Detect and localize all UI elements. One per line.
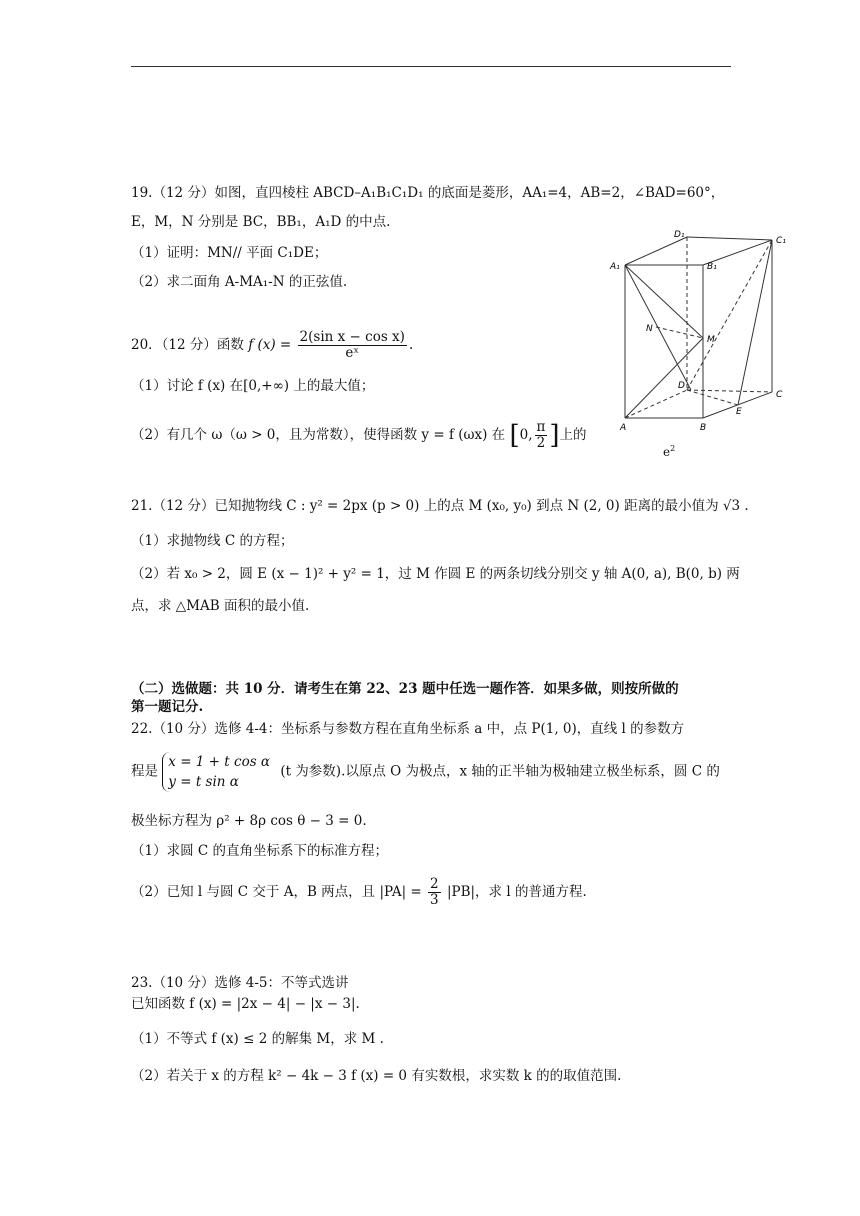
segment-am xyxy=(625,338,703,418)
q20-part2-b: 上的 xyxy=(559,427,587,443)
segment-dc1-hidden xyxy=(687,240,772,390)
q20-clipped-text xyxy=(663,440,675,461)
q20-fraction xyxy=(298,330,407,361)
segment-ec1 xyxy=(738,240,772,405)
q20-interval-num: π xyxy=(536,420,546,435)
q22-part2-fraction xyxy=(428,877,441,908)
edge-d1c1 xyxy=(687,237,772,240)
q22-eq2: y = t sin α xyxy=(168,774,239,790)
label-d: D xyxy=(678,381,685,391)
q20-f-end: . xyxy=(408,337,414,353)
q23-part1: （1）不等式 f (x) ≤ 2 的解集 M，求 M . xyxy=(131,1031,384,1047)
interval-close-bracket: ] xyxy=(549,420,560,451)
q20-part1: （1）讨论 f (x) 在[0,+∞) 上的最大值； xyxy=(131,378,375,394)
q20-interval-left: 0, xyxy=(519,427,533,443)
label-d1: D₁ xyxy=(674,230,685,240)
label-e: E xyxy=(736,407,742,417)
q22-line3: 极坐标方程为 ρ² + 8ρ cos θ − 3 = 0. xyxy=(131,813,367,829)
q22-part2-b: |PB|，求 l 的普通方程. xyxy=(446,884,587,900)
interval-open-bracket: [ xyxy=(509,420,520,451)
label-b: B xyxy=(700,423,707,433)
q22-part1: （1）求圆 C 的直角坐标系下的标准方程； xyxy=(131,843,389,859)
segment-a1m xyxy=(625,265,703,338)
q20-clip-text: e xyxy=(663,445,671,459)
header-rule xyxy=(131,66,731,67)
q21-part2: （2）若 x₀ > 2，圆 E (x − 1)² + y² = 1，过 M 作圆 E 的两条切线分别交 y 轴 A(0, a), B(0, b) 两 xyxy=(131,566,740,582)
q19-part1: （1）证明：MN// 平面 C₁DE； xyxy=(131,245,328,261)
q22-line2 xyxy=(131,752,720,792)
q22-line2-tail: (t 为参数).以原点 O 为极点，x 轴的正半轴为极轴建立极坐标系，圆 C 的 xyxy=(280,763,720,780)
q22-eq1: x = 1 + t cos α xyxy=(168,754,271,770)
q20-part2 xyxy=(131,420,597,451)
q20-lead: 20．（12 分）函数 xyxy=(131,337,244,353)
label-n: N xyxy=(646,324,653,334)
q20-clip-exp: 2 xyxy=(670,444,676,453)
q22-part2-num: 2 xyxy=(430,876,439,892)
q20-part2-a: （2）有几个 ω（ω > 0，且为常数），使得函数 y = f (ωx) 在 xyxy=(131,427,506,443)
q22-param-system xyxy=(162,752,276,792)
q23-line2: 已知函数 f (x) = |2x − 4| − |x − 3|. xyxy=(131,996,360,1012)
section-heading-line2: 第一题记分. xyxy=(131,699,204,715)
q20-interval-den: 2 xyxy=(536,435,546,451)
q20-f-den: eˣ xyxy=(345,345,360,361)
q20-f-lhs: f (x) = xyxy=(248,337,292,353)
q20-f-num: 2(sin x − cos x) xyxy=(299,329,405,345)
label-b1: B₁ xyxy=(707,262,717,272)
edge-dc-hidden xyxy=(687,390,772,392)
section-heading-line1: （二）选做题：共 10 分．请考生在第 22、23 题中任选一题作答．如果多做，则按所做的 xyxy=(131,681,679,697)
q19-part2: （2）求二面角 A-MA₁-N 的正弦值. xyxy=(131,274,348,290)
q19-line1: 19.（12 分）如图，直四棱柱 ABCD–A₁B₁C₁D₁ 的底面是菱形，AA₁=4，AB=2，∠BAD=60°， xyxy=(131,185,725,201)
q21-part2-cont: 点，求 △MAB 面积的最小值. xyxy=(131,598,310,614)
label-a: A xyxy=(620,423,627,433)
q22-part2-a: （2）已知 l 与圆 C 交于 A，B 两点，且 |PA| = xyxy=(131,884,422,900)
q21-part1: （1）求抛物线 C 的方程； xyxy=(131,533,294,549)
segment-de-hidden xyxy=(687,390,738,405)
label-a1: A₁ xyxy=(610,262,620,272)
q20-line1 xyxy=(131,330,413,361)
prism-figure xyxy=(590,225,800,435)
label-m: M xyxy=(707,335,715,345)
q20-interval-fraction xyxy=(535,420,548,451)
q22-line1: 22.（10 分）选修 4-4：坐标系与参数方程在直角坐标系 a 中，点 P(1, 0)，直线 l 的参数方 xyxy=(131,721,685,737)
label-c: C xyxy=(776,390,783,400)
q19-line2: E，M，N 分别是 BC，BB₁，A₁D 的中点. xyxy=(131,214,391,230)
q22-line2-lead: 程是 xyxy=(131,763,158,780)
edge-a1d1 xyxy=(625,237,687,265)
edge-ad-hidden xyxy=(625,390,687,418)
q21-line1: 21.（12 分）已知抛物线 C : y² = 2px (p > 0) 上的点 M (x₀, y₀) 到点 N (2, 0) 距离的最小值为 √3 . xyxy=(131,498,749,514)
label-c1: C₁ xyxy=(776,236,786,246)
q23-part2: （2）若关于 x 的方程 k² − 4k − 3 f (x) = 0 有实数根，求实数 k 的的取值范围. xyxy=(131,1068,622,1084)
q22-part2 xyxy=(131,877,587,908)
q22-part2-den: 3 xyxy=(430,892,439,908)
q23-line1: 23.（10 分）选修 4-5：不等式选讲 xyxy=(131,975,349,991)
